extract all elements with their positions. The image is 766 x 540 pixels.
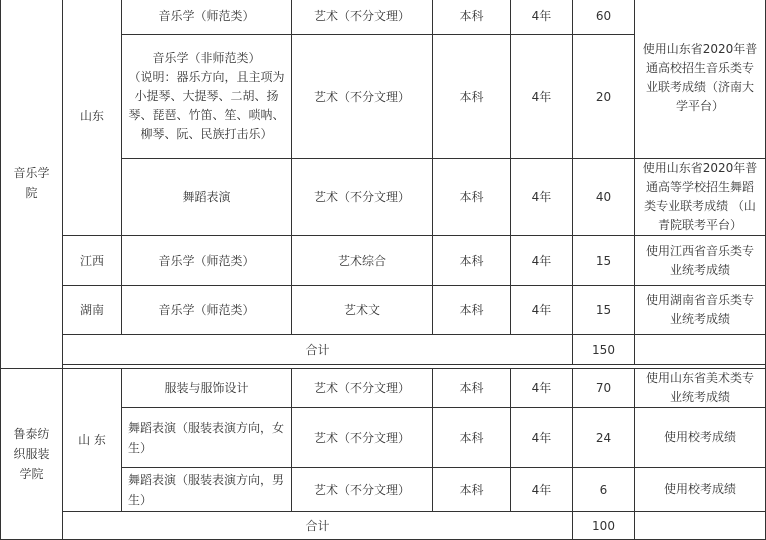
enrollment-count: 24 (573, 408, 635, 468)
study-years: 4年 (511, 408, 573, 468)
degree-level: 本科 (433, 35, 511, 159)
major-name: 音乐学（师范类） (122, 0, 292, 35)
score-note: 使用山东省2020年普通高等学校招生舞蹈类专业联考成绩 （山青院联考平台） (635, 159, 766, 236)
empty-cell (635, 335, 766, 365)
degree-level: 本科 (433, 0, 511, 35)
score-note: 使用校考成绩 (635, 468, 766, 512)
subject-type: 艺术（不分文理） (292, 408, 433, 468)
study-years: 4年 (511, 0, 573, 35)
major-name: 舞蹈表演（服装表演方向，女生） (122, 408, 292, 468)
major-name-desc: （说明：器乐方向，且主项为小提琴、大提琴、二胡、扬琴、琵琶、竹笛、笙、唢呐、柳琴、阮、民族打击乐） (128, 70, 285, 141)
table-row (1, 236, 766, 286)
table-row (1, 0, 766, 35)
degree-level: 本科 (433, 159, 511, 236)
major-name-title: 音乐学（非师范类） (152, 51, 261, 65)
degree-level: 本科 (433, 236, 511, 286)
degree-level: 本科 (433, 408, 511, 468)
subject-type: 艺术文 (292, 286, 433, 335)
province-name: 山 东 (63, 369, 122, 512)
score-note: 使用山东省美术类专业统考成绩 (635, 369, 766, 408)
total-row (1, 335, 766, 365)
study-years: 4年 (511, 286, 573, 335)
score-note: 使用江西省音乐类专业统考成绩 (635, 236, 766, 286)
total-label: 合计 (63, 335, 573, 365)
study-years: 4年 (511, 159, 573, 236)
major-name: 服装与服饰设计 (122, 369, 292, 408)
enrollment-count: 40 (573, 159, 635, 236)
subject-type: 艺术（不分文理） (292, 35, 433, 159)
province-name: 湖南 (63, 286, 122, 335)
subject-type: 艺术（不分文理） (292, 159, 433, 236)
major-name: 音乐学（师范类） (122, 286, 292, 335)
study-years: 4年 (511, 236, 573, 286)
degree-level: 本科 (433, 286, 511, 335)
score-note: 使用山东省2020年普通高校招生音乐类专业联考成绩（济南大学平台） (635, 0, 766, 159)
province-name: 江西 (63, 236, 122, 286)
study-years: 4年 (511, 369, 573, 408)
subject-type: 艺术（不分文理） (292, 468, 433, 512)
enrollment-count: 15 (573, 286, 635, 335)
subject-type: 艺术（不分文理） (292, 0, 433, 35)
total-label: 合计 (63, 512, 573, 540)
major-name: 音乐学（师范类） (122, 236, 292, 286)
study-years: 4年 (511, 35, 573, 159)
major-name (122, 35, 292, 159)
enrollment-count: 60 (573, 0, 635, 35)
enrollment-count: 6 (573, 468, 635, 512)
score-note: 使用校考成绩 (635, 408, 766, 468)
major-name: 舞蹈表演 (122, 159, 292, 236)
study-years: 4年 (511, 468, 573, 512)
degree-level: 本科 (433, 369, 511, 408)
score-note: 使用湖南省音乐类专业统考成绩 (635, 286, 766, 335)
subject-type: 艺术（不分文理） (292, 369, 433, 408)
total-row (1, 512, 766, 540)
enrollment-count: 20 (573, 35, 635, 159)
table-row (1, 369, 766, 408)
college-name: 鲁泰纺织服装学院 (1, 369, 63, 540)
enrollment-count: 70 (573, 369, 635, 408)
province-name: 山东 (63, 0, 122, 236)
empty-cell (635, 512, 766, 540)
table-row (1, 286, 766, 335)
college-name: 音乐学院 (1, 0, 63, 369)
major-name: 舞蹈表演（服装表演方向，男生） (122, 468, 292, 512)
degree-level: 本科 (433, 468, 511, 512)
enrollment-count: 15 (573, 236, 635, 286)
total-count: 150 (573, 335, 635, 365)
total-count: 100 (573, 512, 635, 540)
subject-type: 艺术综合 (292, 236, 433, 286)
